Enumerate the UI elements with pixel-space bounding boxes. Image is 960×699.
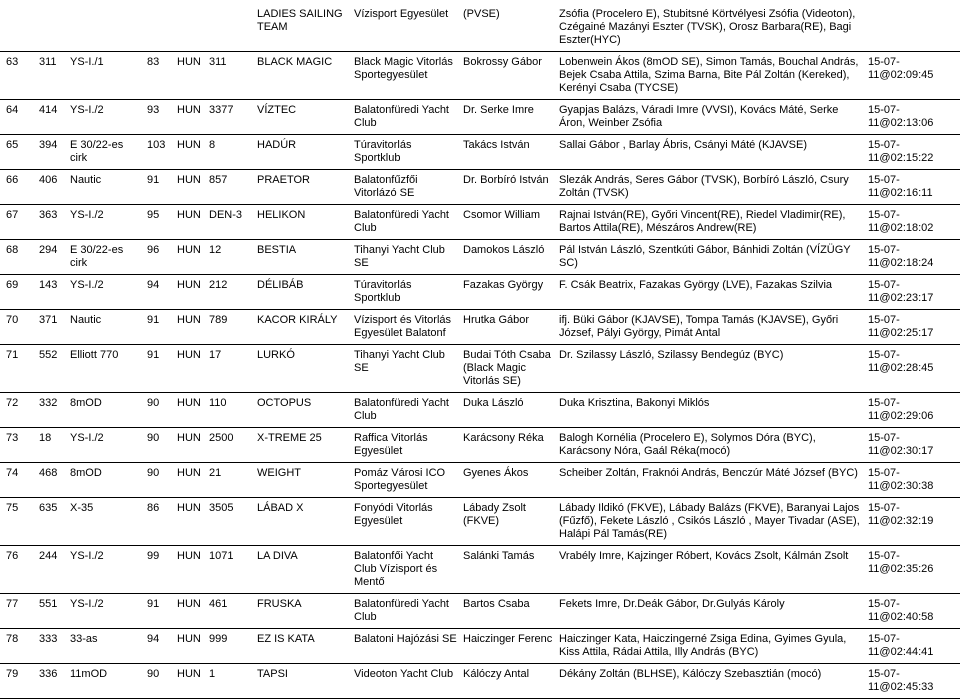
club-cell: Balatonfői Yacht Club Vízisport és Mentő bbox=[348, 546, 457, 594]
hull-number-cell: 999 bbox=[203, 629, 251, 664]
boat-name-cell: X-TREME 25 bbox=[251, 428, 348, 463]
sail-number-cell: 336 bbox=[33, 664, 64, 699]
nation-cell: HUN bbox=[171, 345, 203, 393]
boat-class-cell: 8mOD bbox=[64, 393, 141, 428]
finish-time-cell: 15-07-11@02:32:19 bbox=[862, 498, 960, 546]
nation-cell: HUN bbox=[171, 664, 203, 699]
sail-number-cell: 468 bbox=[33, 463, 64, 498]
skipper-cell: Dr. Borbíró István bbox=[457, 170, 553, 205]
crew-cell: F. Csák Beatrix, Fazakas György (LVE), Fazakas Szilvia bbox=[553, 275, 862, 310]
rating-cell: 90 bbox=[141, 393, 171, 428]
table-row bbox=[0, 52, 960, 100]
skipper-cell: Budai Tóth Csaba (Black Magic Vitorlás SE) bbox=[457, 345, 553, 393]
boat-name-cell: FRUSKA bbox=[251, 594, 348, 629]
crew-cell: Pál István László, Szentkúti Gábor, Bánhidi Zoltán (VÍZÜGY SC) bbox=[553, 240, 862, 275]
sail-number-cell: 363 bbox=[33, 205, 64, 240]
sail-number-cell: 414 bbox=[33, 100, 64, 135]
place-cell: 68 bbox=[0, 240, 33, 275]
club-cell: Balatonfűzfői Vitorlázó SE bbox=[348, 170, 457, 205]
club-cell: Vízisport és Vitorlás Egyesület Balatonf bbox=[348, 310, 457, 345]
results-body bbox=[0, 4, 960, 699]
sail-number-cell: 635 bbox=[33, 498, 64, 546]
boat-name-cell: PRAETOR bbox=[251, 170, 348, 205]
finish-time-cell: 15-07-11@02:40:58 bbox=[862, 594, 960, 629]
results-table bbox=[0, 4, 960, 699]
skipper-cell: Gyenes Ákos bbox=[457, 463, 553, 498]
place-cell: 74 bbox=[0, 463, 33, 498]
crew-cell: Zsófia (Procelero E), Stubitsné Körtvélyesi Zsófia (Videoton), Czégainé Mazányi Eszter (TVSK), Orosz Barbara(RE), Bagi Eszter(HYC) bbox=[553, 4, 862, 52]
finish-time-cell bbox=[862, 4, 960, 52]
club-cell: Tihanyi Yacht Club SE bbox=[348, 345, 457, 393]
hull-number-cell: 789 bbox=[203, 310, 251, 345]
boat-name-cell: BLACK MAGIC bbox=[251, 52, 348, 100]
boat-class-cell: 33-as bbox=[64, 629, 141, 664]
skipper-cell: Bartos Csaba bbox=[457, 594, 553, 629]
sail-number-cell: 332 bbox=[33, 393, 64, 428]
crew-cell: Slezák András, Seres Gábor (TVSK), Borbíró László, Csury Zoltán (TVSK) bbox=[553, 170, 862, 205]
rating-cell: 83 bbox=[141, 52, 171, 100]
nation-cell: HUN bbox=[171, 546, 203, 594]
club-cell: Túravitorlás Sportklub bbox=[348, 135, 457, 170]
boat-class-cell: YS-I./2 bbox=[64, 594, 141, 629]
sail-number-cell: 294 bbox=[33, 240, 64, 275]
finish-time-cell: 15-07-11@02:30:38 bbox=[862, 463, 960, 498]
boat-class-cell: Elliott 770 bbox=[64, 345, 141, 393]
boat-name-cell: HADÚR bbox=[251, 135, 348, 170]
nation-cell: HUN bbox=[171, 594, 203, 629]
hull-number-cell: 2500 bbox=[203, 428, 251, 463]
place-cell: 78 bbox=[0, 629, 33, 664]
sail-number-cell: 244 bbox=[33, 546, 64, 594]
sail-number-cell bbox=[33, 4, 64, 52]
boat-class-cell: YS-I./1 bbox=[64, 52, 141, 100]
boat-name-cell: WEIGHT bbox=[251, 463, 348, 498]
boat-name-cell: DÉLIBÁB bbox=[251, 275, 348, 310]
hull-number-cell bbox=[203, 4, 251, 52]
nation-cell: HUN bbox=[171, 135, 203, 170]
finish-time-cell: 15-07-11@02:16:11 bbox=[862, 170, 960, 205]
skipper-cell: Bokrossy Gábor bbox=[457, 52, 553, 100]
boat-class-cell: YS-I./2 bbox=[64, 546, 141, 594]
boat-name-cell: HELIKON bbox=[251, 205, 348, 240]
place-cell: 70 bbox=[0, 310, 33, 345]
skipper-cell: Haiczinger Ferenc bbox=[457, 629, 553, 664]
boat-class-cell bbox=[64, 4, 141, 52]
boat-class-cell: 11mOD bbox=[64, 664, 141, 699]
place-cell: 69 bbox=[0, 275, 33, 310]
finish-time-cell: 15-07-11@02:45:33 bbox=[862, 664, 960, 699]
table-row bbox=[0, 135, 960, 170]
boat-class-cell: YS-I./2 bbox=[64, 428, 141, 463]
hull-number-cell: 212 bbox=[203, 275, 251, 310]
club-cell: Balatonfüredi Yacht Club bbox=[348, 100, 457, 135]
finish-time-cell: 15-07-11@02:09:45 bbox=[862, 52, 960, 100]
boat-name-cell: LURKÓ bbox=[251, 345, 348, 393]
boat-class-cell: Nautic bbox=[64, 310, 141, 345]
crew-cell: Rajnai István(RE), Győri Vincent(RE), Riedel Vladimir(RE), Bartos Attila(RE), Mészáros Andrew(RE) bbox=[553, 205, 862, 240]
boat-name-cell: LÁBAD X bbox=[251, 498, 348, 546]
boat-name-cell: BESTIA bbox=[251, 240, 348, 275]
table-row bbox=[0, 546, 960, 594]
sail-number-cell: 333 bbox=[33, 629, 64, 664]
rating-cell: 90 bbox=[141, 428, 171, 463]
table-row bbox=[0, 629, 960, 664]
table-row bbox=[0, 463, 960, 498]
nation-cell: HUN bbox=[171, 205, 203, 240]
nation-cell: HUN bbox=[171, 240, 203, 275]
place-cell: 71 bbox=[0, 345, 33, 393]
skipper-cell: Lábady Zsolt (FKVE) bbox=[457, 498, 553, 546]
nation-cell: HUN bbox=[171, 52, 203, 100]
sail-number-cell: 311 bbox=[33, 52, 64, 100]
crew-cell: Fekets Imre, Dr.Deák Gábor, Dr.Gulyás Károly bbox=[553, 594, 862, 629]
skipper-cell: Hrutka Gábor bbox=[457, 310, 553, 345]
rating-cell: 93 bbox=[141, 100, 171, 135]
table-row bbox=[0, 594, 960, 629]
skipper-cell: Kálóczy Antal bbox=[457, 664, 553, 699]
place-cell: 67 bbox=[0, 205, 33, 240]
hull-number-cell: 3505 bbox=[203, 498, 251, 546]
boat-class-cell: YS-I./2 bbox=[64, 205, 141, 240]
crew-cell: Gyapjas Balázs, Váradi Imre (VVSI), Kovács Máté, Serke Áron, Weinber Zsófia bbox=[553, 100, 862, 135]
nation-cell: HUN bbox=[171, 100, 203, 135]
club-cell: Vízisport Egyesület bbox=[348, 4, 457, 52]
club-cell: Black Magic Vitorlás Sportegyesület bbox=[348, 52, 457, 100]
nation-cell bbox=[171, 4, 203, 52]
boat-class-cell: 8mOD bbox=[64, 463, 141, 498]
crew-cell: Lobenwein Ákos (8mOD SE), Simon Tamás, Bouchal András, Bejek Csaba Attila, Szima Barna, Bite Pál Zoltán (Kereked), Kerényi Csaba (TYCSE) bbox=[553, 52, 862, 100]
skipper-cell: Damokos László bbox=[457, 240, 553, 275]
table-row bbox=[0, 170, 960, 205]
rating-cell: 94 bbox=[141, 275, 171, 310]
club-cell: Pomáz Városi ICO Sportegyesület bbox=[348, 463, 457, 498]
place-cell: 63 bbox=[0, 52, 33, 100]
sail-number-cell: 143 bbox=[33, 275, 64, 310]
finish-time-cell: 15-07-11@02:44:41 bbox=[862, 629, 960, 664]
hull-number-cell: 12 bbox=[203, 240, 251, 275]
nation-cell: HUN bbox=[171, 463, 203, 498]
crew-cell: Dr. Szilassy László, Szilassy Bendegúz (BYC) bbox=[553, 345, 862, 393]
boat-name-cell: OCTOPUS bbox=[251, 393, 348, 428]
rating-cell: 91 bbox=[141, 170, 171, 205]
rating-cell: 91 bbox=[141, 345, 171, 393]
sail-number-cell: 394 bbox=[33, 135, 64, 170]
skipper-cell: (PVSE) bbox=[457, 4, 553, 52]
rating-cell: 91 bbox=[141, 310, 171, 345]
rating-cell: 95 bbox=[141, 205, 171, 240]
club-cell: Balatoni Hajózási SE bbox=[348, 629, 457, 664]
hull-number-cell: 3377 bbox=[203, 100, 251, 135]
place-cell: 76 bbox=[0, 546, 33, 594]
place-cell: 66 bbox=[0, 170, 33, 205]
hull-number-cell: 1 bbox=[203, 664, 251, 699]
hull-number-cell: 8 bbox=[203, 135, 251, 170]
nation-cell: HUN bbox=[171, 393, 203, 428]
place-cell bbox=[0, 4, 33, 52]
rating-cell: 91 bbox=[141, 594, 171, 629]
table-row bbox=[0, 310, 960, 345]
table-row bbox=[0, 205, 960, 240]
sail-number-cell: 18 bbox=[33, 428, 64, 463]
hull-number-cell: 1071 bbox=[203, 546, 251, 594]
finish-time-cell: 15-07-11@02:15:22 bbox=[862, 135, 960, 170]
club-cell: Túravitorlás Sportklub bbox=[348, 275, 457, 310]
place-cell: 77 bbox=[0, 594, 33, 629]
rating-cell: 90 bbox=[141, 463, 171, 498]
table-row bbox=[0, 428, 960, 463]
finish-time-cell: 15-07-11@02:18:24 bbox=[862, 240, 960, 275]
finish-time-cell: 15-07-11@02:28:45 bbox=[862, 345, 960, 393]
boat-name-cell: LADIES SAILING TEAM bbox=[251, 4, 348, 52]
hull-number-cell: 461 bbox=[203, 594, 251, 629]
place-cell: 79 bbox=[0, 664, 33, 699]
boat-class-cell: E 30/22-es cirk bbox=[64, 135, 141, 170]
rating-cell: 94 bbox=[141, 629, 171, 664]
place-cell: 73 bbox=[0, 428, 33, 463]
table-row bbox=[0, 240, 960, 275]
nation-cell: HUN bbox=[171, 428, 203, 463]
skipper-cell: Duka László bbox=[457, 393, 553, 428]
hull-number-cell: DEN-3 bbox=[203, 205, 251, 240]
place-cell: 64 bbox=[0, 100, 33, 135]
club-cell: Videoton Yacht Club bbox=[348, 664, 457, 699]
skipper-cell: Fazakas György bbox=[457, 275, 553, 310]
table-row bbox=[0, 664, 960, 699]
club-cell: Raffica Vitorlás Egyesület bbox=[348, 428, 457, 463]
table-row bbox=[0, 498, 960, 546]
finish-time-cell: 15-07-11@02:18:02 bbox=[862, 205, 960, 240]
finish-time-cell: 15-07-11@02:23:17 bbox=[862, 275, 960, 310]
hull-number-cell: 110 bbox=[203, 393, 251, 428]
skipper-cell: Karácsony Réka bbox=[457, 428, 553, 463]
nation-cell: HUN bbox=[171, 170, 203, 205]
place-cell: 65 bbox=[0, 135, 33, 170]
rating-cell: 96 bbox=[141, 240, 171, 275]
sail-number-cell: 551 bbox=[33, 594, 64, 629]
boat-name-cell: LA DIVA bbox=[251, 546, 348, 594]
crew-cell: Scheiber Zoltán, Fraknói András, Benczúr Máté József (BYC) bbox=[553, 463, 862, 498]
sail-number-cell: 371 bbox=[33, 310, 64, 345]
rating-cell: 86 bbox=[141, 498, 171, 546]
boat-class-cell: X-35 bbox=[64, 498, 141, 546]
club-cell: Balatonfüredi Yacht Club bbox=[348, 205, 457, 240]
crew-cell: ifj. Büki Gábor (KJAVSE), Tompa Tamás (KJAVSE), Győri József, Pályi György, Pimát Antal bbox=[553, 310, 862, 345]
finish-time-cell: 15-07-11@02:25:17 bbox=[862, 310, 960, 345]
place-cell: 72 bbox=[0, 393, 33, 428]
table-row bbox=[0, 100, 960, 135]
hull-number-cell: 21 bbox=[203, 463, 251, 498]
skipper-cell: Csomor William bbox=[457, 205, 553, 240]
boat-name-cell: TAPSI bbox=[251, 664, 348, 699]
club-cell: Balatonfüredi Yacht Club bbox=[348, 393, 457, 428]
boat-name-cell: VÍZTEC bbox=[251, 100, 348, 135]
crew-cell: Vrabély Imre, Kajzinger Róbert, Kovács Zsolt, Kálmán Zsolt bbox=[553, 546, 862, 594]
crew-cell: Haiczinger Kata, Haiczingerné Zsiga Edina, Gyimes Gyula, Kiss Attila, Rádai Attila, Illy András (BYC) bbox=[553, 629, 862, 664]
skipper-cell: Salánki Tamás bbox=[457, 546, 553, 594]
club-cell: Tihanyi Yacht Club SE bbox=[348, 240, 457, 275]
skipper-cell: Takács István bbox=[457, 135, 553, 170]
nation-cell: HUN bbox=[171, 498, 203, 546]
table-row bbox=[0, 4, 960, 52]
boat-class-cell: YS-I./2 bbox=[64, 275, 141, 310]
boat-class-cell: YS-I./2 bbox=[64, 100, 141, 135]
club-cell: Balatonfüredi Yacht Club bbox=[348, 594, 457, 629]
sail-number-cell: 552 bbox=[33, 345, 64, 393]
boat-class-cell: Nautic bbox=[64, 170, 141, 205]
nation-cell: HUN bbox=[171, 629, 203, 664]
skipper-cell: Dr. Serke Imre bbox=[457, 100, 553, 135]
table-row bbox=[0, 345, 960, 393]
finish-time-cell: 15-07-11@02:13:06 bbox=[862, 100, 960, 135]
table-row bbox=[0, 393, 960, 428]
rating-cell: 103 bbox=[141, 135, 171, 170]
hull-number-cell: 857 bbox=[203, 170, 251, 205]
rating-cell: 99 bbox=[141, 546, 171, 594]
club-cell: Fonyódi Vitorlás Egyesület bbox=[348, 498, 457, 546]
boat-name-cell: EZ IS KATA bbox=[251, 629, 348, 664]
crew-cell: Sallai Gábor , Barlay Ábris, Csányi Máté (KJAVSE) bbox=[553, 135, 862, 170]
finish-time-cell: 15-07-11@02:29:06 bbox=[862, 393, 960, 428]
nation-cell: HUN bbox=[171, 310, 203, 345]
table-row bbox=[0, 275, 960, 310]
crew-cell: Lábady Ildikó (FKVE), Lábady Balázs (FKVE), Baranyai Lajos (Fűzfő), Fekete László , Csikós László , Mayer Tivadar (ASE), Halápi Pál Tamás(RE) bbox=[553, 498, 862, 546]
place-cell: 75 bbox=[0, 498, 33, 546]
crew-cell: Balogh Kornélia (Procelero E), Solymos Dóra (BYC), Karácsony Nóra, Gaál Réka(mocó) bbox=[553, 428, 862, 463]
boat-name-cell: KACOR KIRÁLY bbox=[251, 310, 348, 345]
rating-cell: 90 bbox=[141, 664, 171, 699]
hull-number-cell: 17 bbox=[203, 345, 251, 393]
sail-number-cell: 406 bbox=[33, 170, 64, 205]
crew-cell: Duka Krisztina, Bakonyi Miklós bbox=[553, 393, 862, 428]
rating-cell bbox=[141, 4, 171, 52]
finish-time-cell: 15-07-11@02:30:17 bbox=[862, 428, 960, 463]
crew-cell: Dékány Zoltán (BLHSE), Kálóczy Szebasztián (mocó) bbox=[553, 664, 862, 699]
nation-cell: HUN bbox=[171, 275, 203, 310]
finish-time-cell: 15-07-11@02:35:26 bbox=[862, 546, 960, 594]
hull-number-cell: 311 bbox=[203, 52, 251, 100]
boat-class-cell: E 30/22-es cirk bbox=[64, 240, 141, 275]
